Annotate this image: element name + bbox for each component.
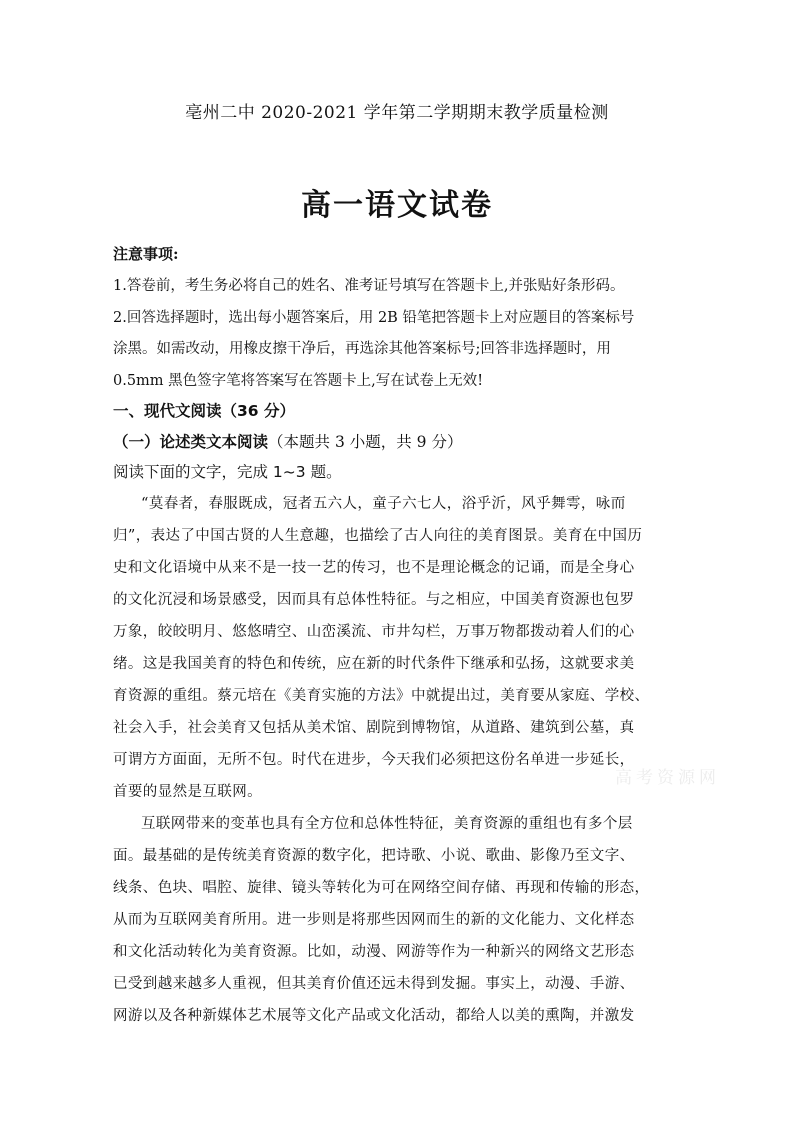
subsection-note: （本题共 3 小题，共 9 分） <box>268 433 463 451</box>
section-heading: 一、现代文阅读（36 分） <box>113 402 295 420</box>
subsection-title: （一）论述类文本阅读 <box>113 433 269 451</box>
passage-line: 线条、色块、唱腔、旋律、镜头等转化为可在网络空间存储、再现和传输的形态， <box>113 880 650 896</box>
subsection-heading <box>113 430 462 452</box>
passage-line: 和文化活动转化为美育资源。比如，动漫、网游等作为一种新兴的网络文艺形态 <box>113 944 635 960</box>
passage-line: 育资源的重组。蔡元培在《美育实施的方法》中就提出过，美育要从家庭、学校、 <box>113 688 650 704</box>
passage-line: 互联网带来的变革也具有全方位和总体性特征，美育资源的重组也有多个层 <box>141 816 633 832</box>
notice-heading: 注意事项: <box>113 245 179 263</box>
passage-line: 首要的显然是互联网。 <box>113 784 262 800</box>
notice-line: 2.回答选择题时，选出每小题答案后，用 2B 铅笔把答题卡上对应题目的答案标号 <box>113 310 635 326</box>
watermark: 高考资源网 <box>615 768 720 788</box>
passage-line: 从而为互联网美育所用。进一步则是将那些因网而生的新的文化能力、文化样态 <box>113 912 635 928</box>
passage-line: 的文化沉浸和场景感受，因而具有总体性特征。与之相应，中国美育资源也包罗 <box>113 592 635 608</box>
passage-line: 归”，表达了中国古贤的人生意趣，也描绘了古人向往的美育图景。美育在中国历 <box>113 528 643 544</box>
passage-line: 史和文化语境中从来不是一技一艺的传习，也不是理论概念的记诵，而是全身心 <box>113 560 635 576</box>
passage-line: 可谓方方面面，无所不包。时代在进步，今天我们必须把这份名单进一步延长， <box>113 752 635 768</box>
page-title: 高一语文试卷 <box>301 188 493 223</box>
notice-line: 0.5mm 黑色签字笔将答案写在答题卡上,写在试卷上无效! <box>113 373 484 389</box>
exam-header: 亳州二中 2020-2021 学年第二学期期末教学质量检测 <box>185 103 609 123</box>
passage-line: “莫春者，春服既成，冠者五六人，童子六七人，浴乎沂，风乎舞雩，咏而 <box>141 496 626 512</box>
passage-line: 面。最基础的是传统美育资源的数字化，把诗歌、小说、歌曲、影像乃至文字、 <box>113 848 635 864</box>
passage-line: 已受到越来越多人重视，但其美育价值还远未得到发掘。事实上，动漫、手游、 <box>113 976 635 992</box>
passage-line: 社会入手，社会美育又包括从美术馆、剧院到博物馆，从道路、建筑到公墓，真 <box>113 720 635 736</box>
passage-line: 绪。这是我国美育的特色和传统，应在新的时代条件下继承和弘扬，这就要求美 <box>113 656 635 672</box>
passage-line: 网游以及各种新媒体艺术展等文化产品或文化活动，都给人以美的熏陶，并激发 <box>113 1008 635 1024</box>
passage-line: 万象，皎皎明月、悠悠晴空、山峦溪流、市井勾栏，万事万物都拨动着人们的心 <box>113 624 635 640</box>
reading-instruction: 阅读下面的文字，完成 1~3 题。 <box>113 463 342 481</box>
notice-line: 涂黑。如需改动，用橡皮擦干净后，再选涂其他答案标号;回答非选择题时，用 <box>113 341 611 357</box>
notice-line: 1.答卷前，考生务必将自己的姓名、准考证号填写在答题卡上,并张贴好条形码。 <box>113 278 625 294</box>
